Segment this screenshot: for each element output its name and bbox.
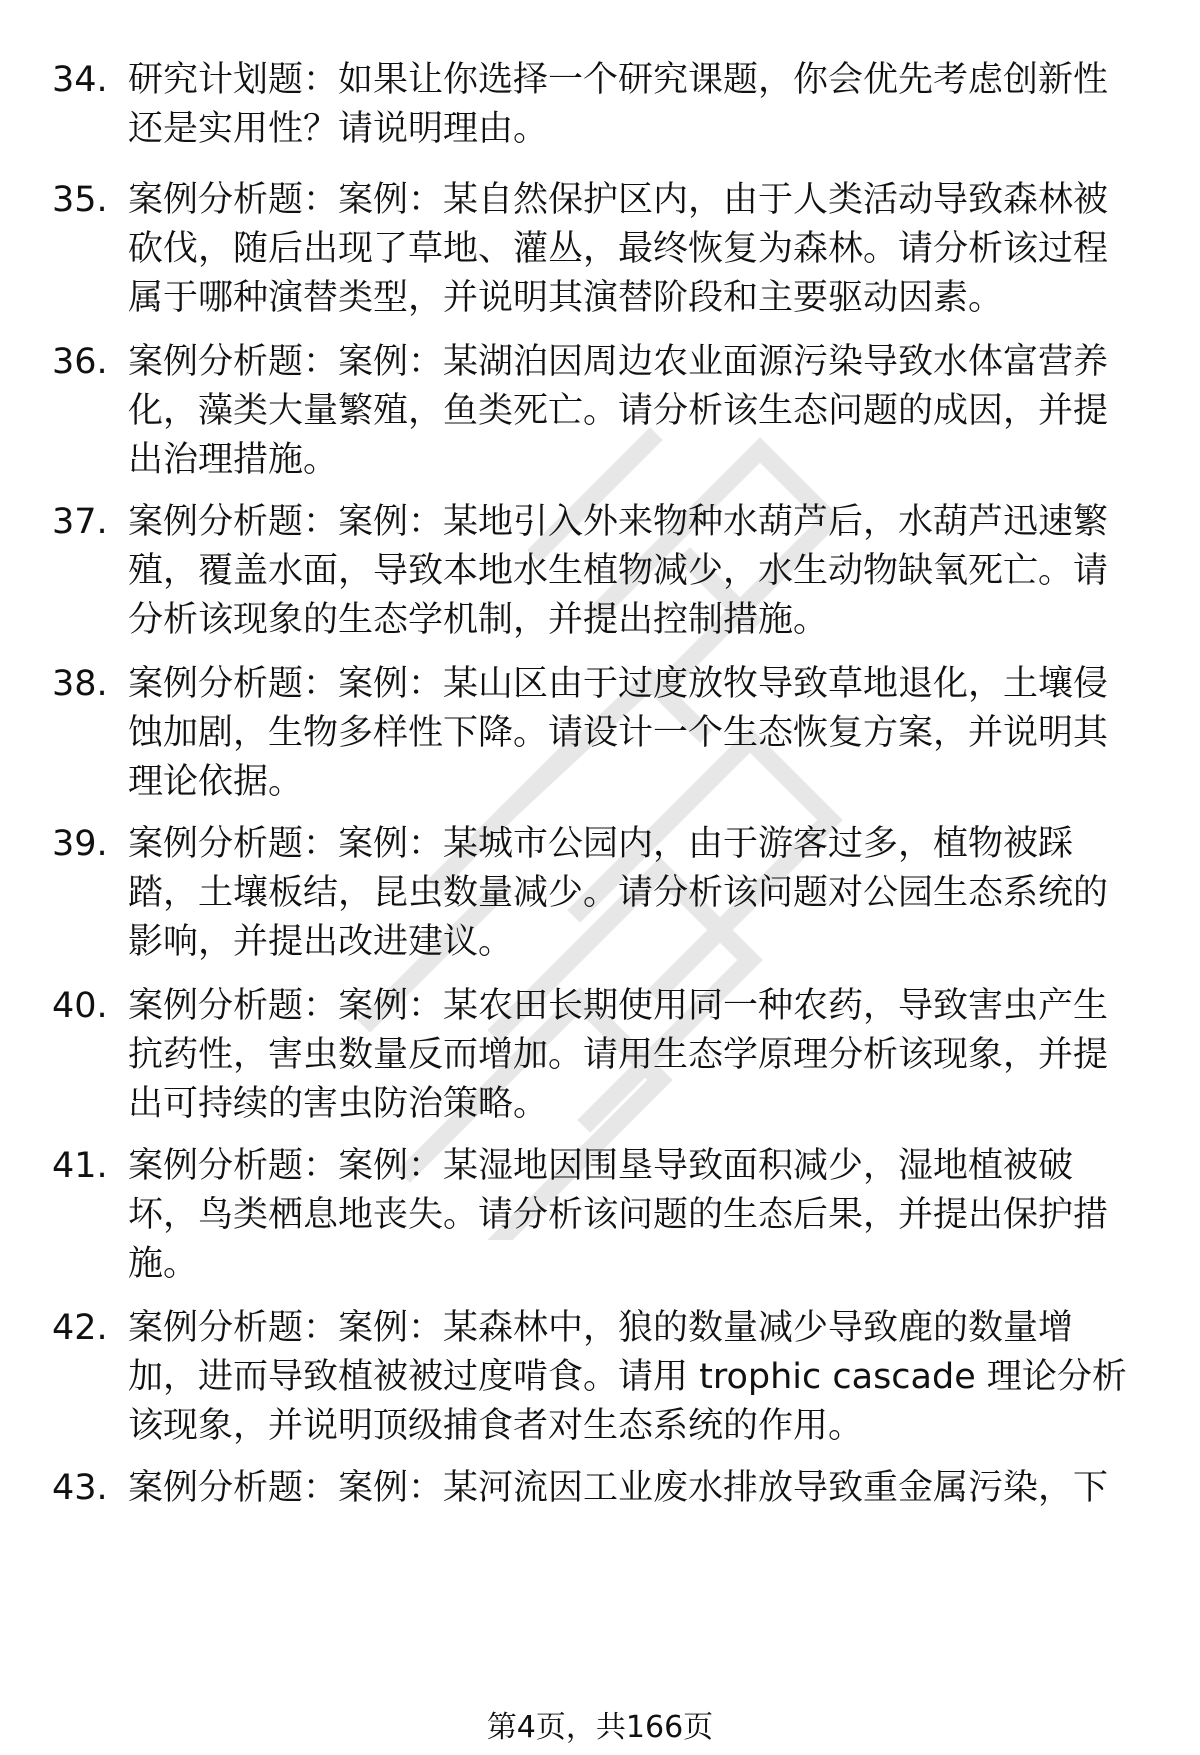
question-number: 38. [52, 664, 108, 704]
question-number: 42. [52, 1308, 108, 1348]
question-number: 37. [52, 502, 108, 542]
question-text: 案例分析题：案例：某农田长期使用同一种农药，导致害虫产生抗药性，害虫数量反而增加。请用生态学原理分析该现象，并提出可持续的害虫防治策略。 [128, 986, 1109, 1124]
question-item-39 [52, 820, 1142, 967]
question-text: 研究计划题：如果让你选择一个研究课题，你会优先考虑创新性还是实用性？请说明理由。 [128, 60, 1109, 149]
page-footer: 第4页，共166页 [486, 1710, 714, 1745]
question-number: 35. [52, 180, 108, 220]
question-text: 案例分析题：案例：某山区由于过度放牧导致草地退化，土壤侵蚀加剧，生物多样性下降。请设计一个生态恢复方案，并说明其理论依据。 [128, 664, 1109, 802]
question-number: 36. [52, 342, 108, 382]
question-item-40 [52, 982, 1142, 1129]
question-item-35 [52, 176, 1142, 323]
question-number: 41. [52, 1146, 108, 1186]
question-item-41 [52, 1142, 1142, 1289]
question-number: 40. [52, 986, 108, 1026]
question-number: 39. [52, 824, 108, 864]
question-text: 案例分析题：案例：某城市公园内，由于游客过多，植物被踩踏，土壤板结，昆虫数量减少。请分析该问题对公园生态系统的影响，并提出改进建议。 [128, 824, 1109, 962]
question-item-38 [52, 660, 1142, 807]
question-text: 案例分析题：案例：某湿地因围垦导致面积减少，湿地植被破坏，鸟类栖息地丧失。请分析该问题的生态后果，并提出保护措施。 [128, 1146, 1109, 1284]
question-text: 案例分析题：案例：某地引入外来物种水葫芦后，水葫芦迅速繁殖，覆盖水面，导致本地水生植物减少，水生动物缺氧死亡。请分析该现象的生态学机制，并提出控制措施。 [128, 502, 1109, 640]
question-item-36 [52, 338, 1142, 485]
question-text: 案例分析题：案例：某自然保护区内，由于人类活动导致森林被砍伐，随后出现了草地、灌丛，最终恢复为森林。请分析该过程属于哪种演替类型，并说明其演替阶段和主要驱动因素。 [128, 180, 1109, 318]
question-item-42 [52, 1304, 1142, 1451]
question-text: 案例分析题：案例：某森林中，狼的数量减少导致鹿的数量增加，进而导致植被被过度啃食。请用 trophic cascade 理论分析该现象，并说明顶级捕食者对生态系统的作用。 [128, 1308, 1127, 1446]
question-item-43 [52, 1464, 1142, 1513]
question-text: 案例分析题：案例：某河流因工业废水排放导致重金属污染，下 [128, 1468, 1109, 1508]
question-number: 34. [52, 60, 108, 100]
question-number: 43. [52, 1468, 108, 1508]
question-text: 案例分析题：案例：某湖泊因周边农业面源污染导致水体富营养化，藻类大量繁殖，鱼类死亡。请分析该生态问题的成因，并提出治理措施。 [128, 342, 1109, 480]
question-item-34 [52, 56, 1142, 154]
question-item-37 [52, 498, 1142, 645]
